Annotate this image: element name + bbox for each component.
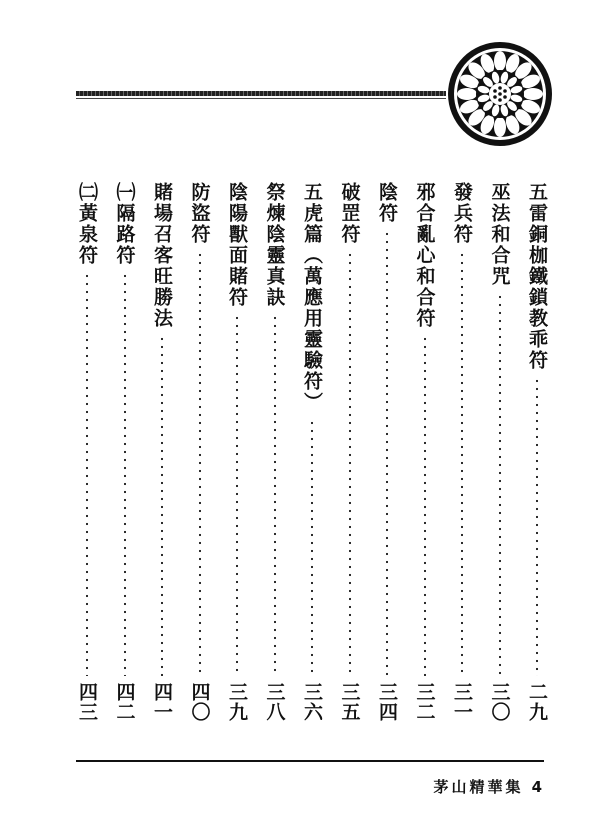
leader-dots <box>499 293 501 676</box>
leader-dots <box>274 314 276 676</box>
toc-entry-page: 三八 <box>263 682 286 722</box>
toc-entry-page: 四〇 <box>188 682 211 722</box>
lotus-ornament-icon <box>446 40 554 148</box>
toc-entry[interactable] <box>449 182 475 722</box>
toc-entry-title: 破罡符 <box>338 182 361 245</box>
toc-entry-title: 祭煉陰靈真訣 <box>263 182 286 308</box>
page-footer <box>434 776 545 797</box>
toc-entry-page: 四三 <box>76 682 98 722</box>
toc-entry-page: 三九 <box>226 682 248 722</box>
leader-dots <box>86 272 88 676</box>
toc-entry[interactable] <box>149 182 175 722</box>
leader-dots <box>124 272 126 676</box>
leader-dots <box>536 377 538 676</box>
toc-entry-page: 三二 <box>413 682 436 722</box>
toc-entry[interactable] <box>112 182 138 722</box>
top-rule <box>76 91 446 96</box>
toc-entry[interactable] <box>524 182 550 722</box>
toc-entry-page: 三〇 <box>488 682 511 722</box>
toc-entry[interactable] <box>74 182 100 722</box>
bottom-rule <box>76 760 544 762</box>
toc-entry[interactable] <box>337 182 363 722</box>
toc-entry-title: 五雷銅枷鐵鎖教乖符 <box>526 182 548 371</box>
toc-entry-title: 發兵符 <box>451 182 473 245</box>
toc-entry-page: 三四 <box>376 682 398 722</box>
leader-dots <box>461 251 463 676</box>
toc-entry-title: 防盜符 <box>188 182 211 245</box>
toc-entry-title: 巫法和合咒 <box>488 182 511 287</box>
leader-dots <box>349 251 351 676</box>
toc-entry-title: ㈡黃泉符 <box>76 182 98 266</box>
leader-dots <box>161 335 163 676</box>
book-title: 茅山精華集 <box>433 778 524 796</box>
top-rule-thin <box>76 98 446 99</box>
table-of-contents <box>74 182 550 722</box>
toc-entry-page: 三一 <box>451 682 473 722</box>
toc-entry-page: 三六 <box>301 682 323 722</box>
toc-entry-title: 陰符 <box>376 182 398 224</box>
toc-entry-title: 賭場召客旺勝法 <box>151 182 173 329</box>
toc-entry[interactable] <box>262 182 288 722</box>
page-number: 4 <box>531 778 545 796</box>
toc-entry-page: 三五 <box>338 682 361 722</box>
leader-dots <box>236 314 238 676</box>
leader-dots <box>386 230 388 676</box>
toc-entry[interactable] <box>299 182 325 722</box>
toc-entry-page: 二九 <box>526 682 548 722</box>
leader-dots <box>199 251 201 676</box>
toc-entry-title: ㈠隔路符 <box>113 182 136 266</box>
toc-entry-title: 邪合亂心和合符 <box>413 182 436 329</box>
toc-entry[interactable] <box>224 182 250 722</box>
toc-entry[interactable] <box>487 182 513 722</box>
toc-entry-page: 四一 <box>151 682 173 722</box>
toc-entry[interactable] <box>412 182 438 722</box>
toc-entry[interactable] <box>374 182 400 722</box>
toc-entry-title: 五虎篇（萬應用靈驗符） <box>301 182 323 413</box>
toc-entry-title: 陰陽獸面賭符 <box>226 182 248 308</box>
toc-entry-page: 四二 <box>113 682 136 722</box>
leader-dots <box>424 335 426 676</box>
leader-dots <box>311 419 313 676</box>
toc-entry[interactable] <box>187 182 213 722</box>
